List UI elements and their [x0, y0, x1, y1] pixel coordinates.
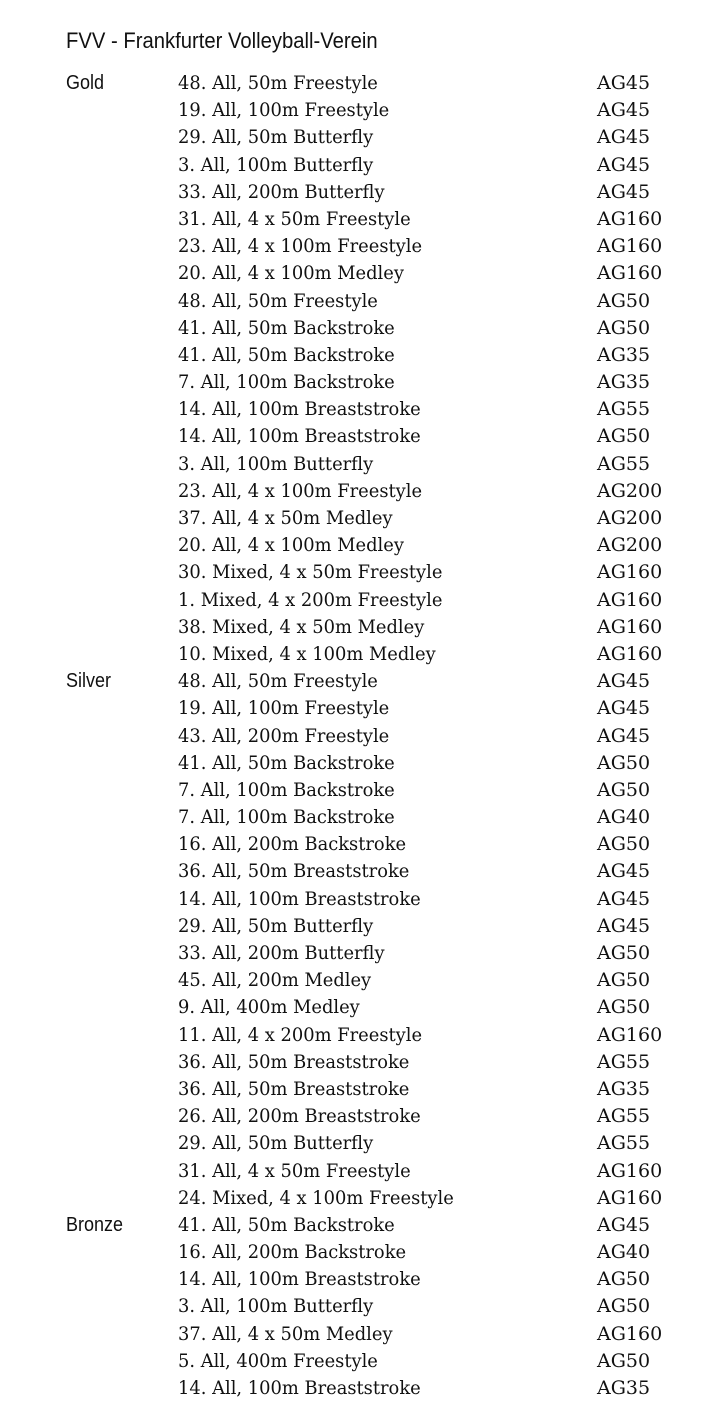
event-name: 31. All, 4 x 50m Freestyle: [178, 207, 411, 230]
age-group: AG160: [597, 1322, 663, 1345]
event-name: 36. All, 50m Breaststroke: [178, 860, 410, 883]
result-row: [0, 1185, 710, 1212]
event-name: 7. All, 100m Backstroke: [178, 806, 395, 829]
age-group: AG55: [597, 1105, 651, 1128]
result-row: [0, 1049, 710, 1076]
result-row: [0, 315, 710, 342]
event-name: 26. All, 200m Breaststroke: [178, 1105, 421, 1128]
age-group: AG200: [597, 507, 663, 529]
event-name: 48. All, 50m Freestyle: [178, 72, 378, 94]
age-group: AG45: [597, 670, 651, 693]
age-group: AG45: [597, 697, 651, 720]
age-group: AG55: [597, 1132, 651, 1155]
age-group: AG35: [597, 343, 651, 366]
age-group: AG45: [597, 860, 651, 883]
result-row: [0, 288, 710, 315]
result-row: [0, 668, 710, 695]
event-name: 36. All, 50m Breaststroke: [178, 1077, 410, 1100]
age-group: AG45: [597, 99, 651, 122]
event-name: 10. Mixed, 4 x 100m Medley: [178, 642, 436, 665]
age-group: AG50: [597, 969, 651, 992]
age-group: AG160: [597, 642, 663, 665]
result-row: [0, 1239, 710, 1266]
result-row: [0, 70, 710, 97]
medal-label: Bronze: [66, 1213, 124, 1236]
event-name: 14. All, 100m Breaststroke: [178, 398, 421, 421]
age-group: AG160: [597, 262, 663, 285]
age-group: AG45: [597, 180, 651, 203]
result-row: [0, 206, 710, 233]
event-name: 48. All, 50m Freestyle: [178, 289, 378, 312]
age-group: AG55: [597, 452, 651, 475]
event-name: 23. All, 4 x 100m Freestyle: [178, 479, 423, 502]
event-name: 48. All, 50m Freestyle: [178, 670, 378, 693]
event-name: 29. All, 50m Butterfly: [178, 914, 374, 937]
event-name: 37. All, 4 x 50m Medley: [178, 1322, 393, 1345]
page-title: FVV - Frankfurter Volleyball-Verein: [66, 28, 378, 53]
age-group: AG35: [597, 1377, 651, 1399]
age-group: AG50: [597, 751, 651, 774]
event-name: 14. All, 100m Breaststroke: [178, 1268, 421, 1291]
age-group: AG50: [597, 1349, 651, 1372]
event-name: 16. All, 200m Backstroke: [178, 1241, 407, 1264]
age-group: AG45: [597, 1213, 651, 1236]
age-group: AG50: [597, 942, 651, 964]
age-group: AG50: [597, 425, 651, 448]
event-name: 38. Mixed, 4 x 50m Medley: [178, 615, 425, 638]
age-group: AG160: [597, 615, 663, 638]
result-row: [0, 777, 710, 804]
result-row: [0, 587, 710, 614]
result-row: [0, 559, 710, 586]
result-row: [0, 1076, 710, 1103]
result-row: [0, 260, 710, 287]
result-row: [0, 614, 710, 641]
event-name: 20. All, 4 x 100m Medley: [178, 262, 404, 285]
event-name: 33. All, 200m Butterfly: [178, 180, 385, 203]
event-name: 23. All, 4 x 100m Freestyle: [178, 235, 423, 258]
results-list: [0, 70, 710, 1402]
event-name: 30. Mixed, 4 x 50m Freestyle: [178, 561, 443, 584]
event-name: 7. All, 100m Backstroke: [178, 778, 395, 801]
event-name: 41. All, 50m Backstroke: [178, 343, 395, 366]
age-group: AG200: [597, 534, 663, 557]
age-group: AG50: [597, 778, 651, 801]
result-row: [0, 396, 710, 423]
result-row: [0, 858, 710, 885]
age-group: AG45: [597, 724, 651, 747]
result-row: [0, 1022, 710, 1049]
event-name: 41. All, 50m Backstroke: [178, 316, 395, 339]
event-name: 14. All, 100m Breaststroke: [178, 425, 421, 448]
event-name: 7. All, 100m Backstroke: [178, 371, 395, 394]
result-row: [0, 369, 710, 396]
event-name: 3. All, 100m Butterfly: [178, 1295, 374, 1318]
result-row: [0, 97, 710, 124]
result-row: [0, 532, 710, 559]
age-group: AG40: [597, 806, 651, 829]
age-group: AG160: [597, 1186, 663, 1209]
event-name: 24. Mixed, 4 x 100m Freestyle: [178, 1186, 454, 1209]
age-group: AG160: [597, 561, 663, 584]
result-row: [0, 967, 710, 994]
medal-label: Gold: [66, 72, 105, 94]
event-name: 29. All, 50m Butterfly: [178, 126, 374, 149]
event-name: 1. Mixed, 4 x 200m Freestyle: [178, 588, 443, 611]
result-row: [0, 179, 710, 206]
result-row: [0, 750, 710, 777]
result-row: [0, 886, 710, 913]
age-group: AG45: [597, 914, 651, 937]
result-row: [0, 940, 710, 967]
result-row: [0, 451, 710, 478]
result-row: [0, 804, 710, 831]
age-group: AG160: [597, 207, 663, 230]
event-name: 16. All, 200m Backstroke: [178, 833, 407, 856]
event-name: 41. All, 50m Backstroke: [178, 1213, 395, 1236]
event-name: 11. All, 4 x 200m Freestyle: [178, 1023, 423, 1046]
result-row: [0, 641, 710, 668]
result-row: [0, 1293, 710, 1320]
event-name: 36. All, 50m Breaststroke: [178, 1050, 410, 1073]
result-row: [0, 994, 710, 1021]
result-row: [0, 1348, 710, 1375]
event-name: 19. All, 100m Freestyle: [178, 99, 390, 122]
result-row: [0, 478, 710, 505]
result-row: [0, 831, 710, 858]
result-row: [0, 423, 710, 450]
event-name: 19. All, 100m Freestyle: [178, 697, 390, 720]
result-row: [0, 152, 710, 179]
age-group: AG160: [597, 235, 663, 258]
event-name: 33. All, 200m Butterfly: [178, 942, 385, 964]
event-name: 5. All, 400m Freestyle: [178, 1349, 378, 1372]
age-group: AG160: [597, 1159, 663, 1182]
age-group: AG50: [597, 996, 651, 1019]
age-group: AG35: [597, 1077, 651, 1100]
result-row: [0, 913, 710, 940]
result-row: [0, 1103, 710, 1130]
age-group: AG50: [597, 1268, 651, 1291]
event-name: 20. All, 4 x 100m Medley: [178, 534, 404, 557]
event-name: 41. All, 50m Backstroke: [178, 751, 395, 774]
result-row: [0, 1375, 710, 1402]
event-name: 31. All, 4 x 50m Freestyle: [178, 1159, 411, 1182]
age-group: AG45: [597, 887, 651, 910]
result-row: [0, 1130, 710, 1157]
result-row: [0, 1158, 710, 1185]
age-group: AG160: [597, 1023, 663, 1046]
event-name: 14. All, 100m Breaststroke: [178, 887, 421, 910]
age-group: AG50: [597, 833, 651, 856]
age-group: AG45: [597, 72, 651, 94]
event-name: 3. All, 100m Butterfly: [178, 452, 374, 475]
result-row: [0, 1212, 710, 1239]
event-name: 9. All, 400m Medley: [178, 996, 360, 1019]
age-group: AG50: [597, 316, 651, 339]
age-group: AG50: [597, 289, 651, 312]
result-row: [0, 124, 710, 151]
result-row: [0, 1321, 710, 1348]
event-name: 14. All, 100m Breaststroke: [178, 1377, 421, 1399]
age-group: AG55: [597, 398, 651, 421]
age-group: AG160: [597, 588, 663, 611]
event-name: 3. All, 100m Butterfly: [178, 153, 374, 176]
event-name: 37. All, 4 x 50m Medley: [178, 507, 393, 529]
result-row: [0, 1266, 710, 1293]
age-group: AG200: [597, 479, 663, 502]
result-row: [0, 505, 710, 532]
age-group: AG35: [597, 371, 651, 394]
result-row: [0, 342, 710, 369]
medal-label: Silver: [66, 670, 112, 693]
result-row: [0, 695, 710, 722]
result-row: [0, 723, 710, 750]
age-group: AG55: [597, 1050, 651, 1073]
result-row: [0, 233, 710, 260]
age-group: AG50: [597, 1295, 651, 1318]
age-group: AG45: [597, 153, 651, 176]
event-name: 43. All, 200m Freestyle: [178, 724, 390, 747]
event-name: 29. All, 50m Butterfly: [178, 1132, 374, 1155]
event-name: 45. All, 200m Medley: [178, 969, 372, 992]
age-group: AG45: [597, 126, 651, 149]
age-group: AG40: [597, 1241, 651, 1264]
